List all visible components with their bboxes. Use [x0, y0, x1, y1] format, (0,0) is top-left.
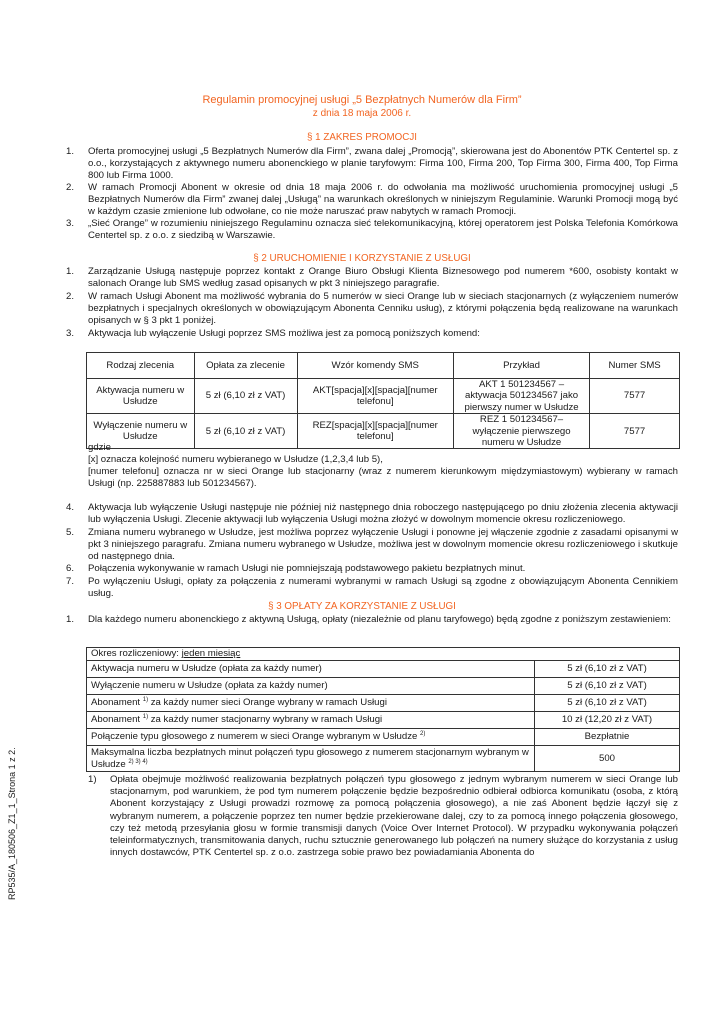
table-row	[87, 678, 680, 695]
document-title: Regulamin promocyjnej usługi „5 Bezpłatnych Numerów dla Firm”	[202, 94, 522, 106]
table-header: Wzór komendy SMS	[297, 353, 453, 379]
table-cell: AKT 1 501234567 – aktywacja 501234567 jako pierwszy numer w Usłudze	[453, 379, 589, 414]
table-header: Opłata za zlecenie	[194, 353, 297, 379]
list-item: 6. Połączenia wykonywanie w ramach Usługi nie pomniejszają podstawowego pakietu bezpłatnych minut.	[66, 563, 526, 574]
fees-table	[86, 647, 680, 772]
list-item: 3. Aktywacja lub wyłączenie Usługi poprzez SMS możliwa jest za pomocą poniższych komend:	[66, 328, 480, 339]
list-item: 1. Oferta promocyjnej usługi „5 Bezpłatnych Numerów dla Firm”, zwana dalej „Promocją”, skierowana jest do Abonentów PTK Centertel sp. z o.o., korzystających z aktywnego numeru abonenckiego w planie taryfowym: Firma 100, Firma 200, Top Firma 300, Firma 400, Top Firma 800 lub Firma 1000.	[66, 146, 678, 182]
table-cell: 5 zł (6,10 zł z VAT)	[535, 695, 680, 712]
table-cell: 5 zł (6,10 zł z VAT)	[194, 414, 297, 449]
table-row	[87, 695, 680, 712]
list-item: 1. Dla każdego numeru abonenckiego z aktywną Usługą, opłaty (niezależnie od planu taryfowego) będą zgodne z poniższym zestawieniem:	[66, 614, 671, 625]
table-header-row	[87, 353, 680, 379]
table-row	[87, 661, 680, 678]
document-code: RP535/A_180506_Z1_1_Strona 1 z 2.	[7, 747, 17, 900]
table-header: Przykład	[453, 353, 589, 379]
list-item: 1. Zarządzanie Usługą następuje poprzez kontakt z Orange Biuro Obsługi Klienta Biznesowego pod numerem *600, osobisty kontakt w salonach Orange lub SMS według zasad opisanych w pkt 3 niniejszego paragrafie.	[66, 266, 678, 290]
sms-commands-table	[86, 352, 680, 449]
table-cell: REZ 1 501234567– wyłączenie pierwszego numeru w Usłudze	[453, 414, 589, 449]
table-cell: 5 zł (6,10 zł z VAT)	[194, 379, 297, 414]
table-row	[87, 379, 680, 414]
table-cell: 5 zł (6,10 zł z VAT)	[535, 678, 680, 695]
table-header: Numer SMS	[590, 353, 680, 379]
legend-where: gdzie	[88, 442, 111, 453]
list-item: 2. W ramach Promocji Abonent w okresie od dnia 18 maja 2006 r. do odwołania ma możliwość uruchomienia promocyjnej usługi „5 Bezpłatnych Numerów dla Firm” zwanej dalej „Usługą” na warunkach określonych w niniejszym Regulaminie. Warunki Promocji mogą być w każdym czasie zmienione lub odwołane, co nie może naruszać praw nabytych w ramach Promocji.	[66, 182, 678, 218]
table-header: Rodzaj zlecenia	[87, 353, 195, 379]
table-cell: Aktywacja numeru w Usłudze (opłata za każdy numer)	[87, 661, 535, 678]
table-cell: Bezpłatnie	[535, 729, 680, 746]
table-cell: 7577	[590, 379, 680, 414]
table-cell: AKT[spacja][x][spacja][numer telefonu]	[297, 379, 453, 414]
table-row	[87, 746, 680, 772]
list-item: 5. Zmiana numeru wybranego w Usłudze, jest możliwa poprzez wyłączenie Usługi i ponowne jej włączenie zgodnie z zasadami opisanymi w pkt 3 niniejszego paragrafu. Zmiana numeru wybranego w Usłudze, możliwa jest w dowolnym momencie okresu rozliczeniowego i skutkuje od następnego dnia.	[66, 527, 678, 563]
table-cell: Abonament $^{1)}$ za każdy numer stacjonarny wybrany w ramach Usługi	[87, 712, 535, 729]
list-item: 3. „Sieć Orange” w rozumieniu niniejszego Regulaminu oznacza sieć telekomunikacyjną, której operatorem jest Polska Telefonia Komórkowa Centertel sp. z o.o. z siedzibą w Warszawie.	[66, 218, 678, 242]
table-cell: REZ[spacja][x][spacja][numer telefonu]	[297, 414, 453, 449]
list-item: 2. W ramach Usługi Abonent ma możliwość wybrania do 5 numerów w sieci Orange lub w sieciach stacjonarnych (z wyłączeniem numerów bezpłatnych i specjalnych określonych w obowiązującym Abonenta Cenniku usług), z którymi połączenia będą realizowane na warunkach opisanych w § 3 pkt 1 poniżej.	[66, 291, 678, 327]
legend-phone: [numer telefonu] oznacza nr w sieci Orange lub stacjonarny (wraz z numerem kierunkowym międzymiastowym) wybierany w ramach Usługi (np. 225887883 lub 501234567).	[88, 466, 678, 490]
table-cell: Aktywacja numeru w Usłudze	[87, 379, 195, 414]
table-row	[87, 729, 680, 746]
section-heading-1: § 1 ZAKRES PROMOCJI	[307, 132, 417, 143]
table-cell: 7577	[590, 414, 680, 449]
section-heading-2: § 2 URUCHOMIENIE I KORZYSTANIE Z USŁUGI	[253, 253, 471, 264]
table-cell: 5 zł (6,10 zł z VAT)	[535, 661, 680, 678]
list-item: 7. Po wyłączeniu Usługi, opłaty za połączenia z numerami wybranymi w ramach Usługi są zgodne z obowiązującym Abonenta Cennikiem usług.	[66, 576, 678, 600]
billing-period: Okres rozliczeniowy: jeden miesiąc	[87, 648, 680, 661]
list-item: 4. Aktywacja lub wyłączenie Usługi następuje nie później niż następnego dnia roboczego następującego po dniu złożenia zlecenia aktywacji lub wyłączenia Usługi. Zlecenie aktywacji lub wyłączenia Usługi można złożyć w dowolnym momencie okresu rozliczeniowego.	[66, 502, 678, 526]
table-cell: 500	[535, 746, 680, 772]
table-row	[87, 712, 680, 729]
table-cell: Wyłączenie numeru w Usłudze (opłata za każdy numer)	[87, 678, 535, 695]
table-cell: 10 zł (12,20 zł z VAT)	[535, 712, 680, 729]
table-cell: Maksymalna liczba bezpłatnych minut połączeń typu głosowego z numerem stacjonarnym wybranym w Usłudze $^{2) 3) 4)}$	[87, 746, 535, 772]
table-cell: Wyłączenie numeru w Usłudze	[87, 414, 195, 449]
footnote: 1) Opłata obejmuje możliwość realizowania bezpłatnych połączeń typu głosowego z jednym wybranym numerem w sieci Orange lub stacjonarnym, pod warunkiem, że pod tym numerem połączenie będzie bezpośrednio odbierał odbiorca komunikatu (osoba, z którą Abonent korzystający z Usługi prowadzi rozmowę za pomocą połączenia głosowego), a nie zaś Abonent będzie łączył się z wybranym numerem, a połączenie poprzez ten numer będzie przekierowane dalej, czy to za pomocą innego połączenia głosowego, czy też metodą przesyłania głosu w formie transmisji danych (Voice Over Internet Protocol). W przypadku wykonywania połączeń teleinformatycznych, transmitowania danych, ruchu sztucznie generowanego lub połączeń na numery służące do korzystania z usług innych dostawców, PTK Centertel sp. z o.o. zastrzega sobie prawo bez powiadamiania Abonenta do	[88, 774, 678, 859]
table-cell: Połączenie typu głosowego z numerem w sieci Orange wybranym w Usłudze $^{2)}$	[87, 729, 535, 746]
table-cell: Abonament $^{1)}$ za każdy numer sieci Orange wybrany w ramach Usługi	[87, 695, 535, 712]
table-row	[87, 648, 680, 661]
legend-x: [x] oznacza kolejność numeru wybieranego w Usłudze (1,2,3,4 lub 5),	[88, 454, 383, 465]
document-date: z dnia 18 maja 2006 r.	[312, 108, 412, 119]
section-heading-3: § 3 OPŁATY ZA KORZYSTANIE Z USŁUGI	[268, 601, 456, 612]
